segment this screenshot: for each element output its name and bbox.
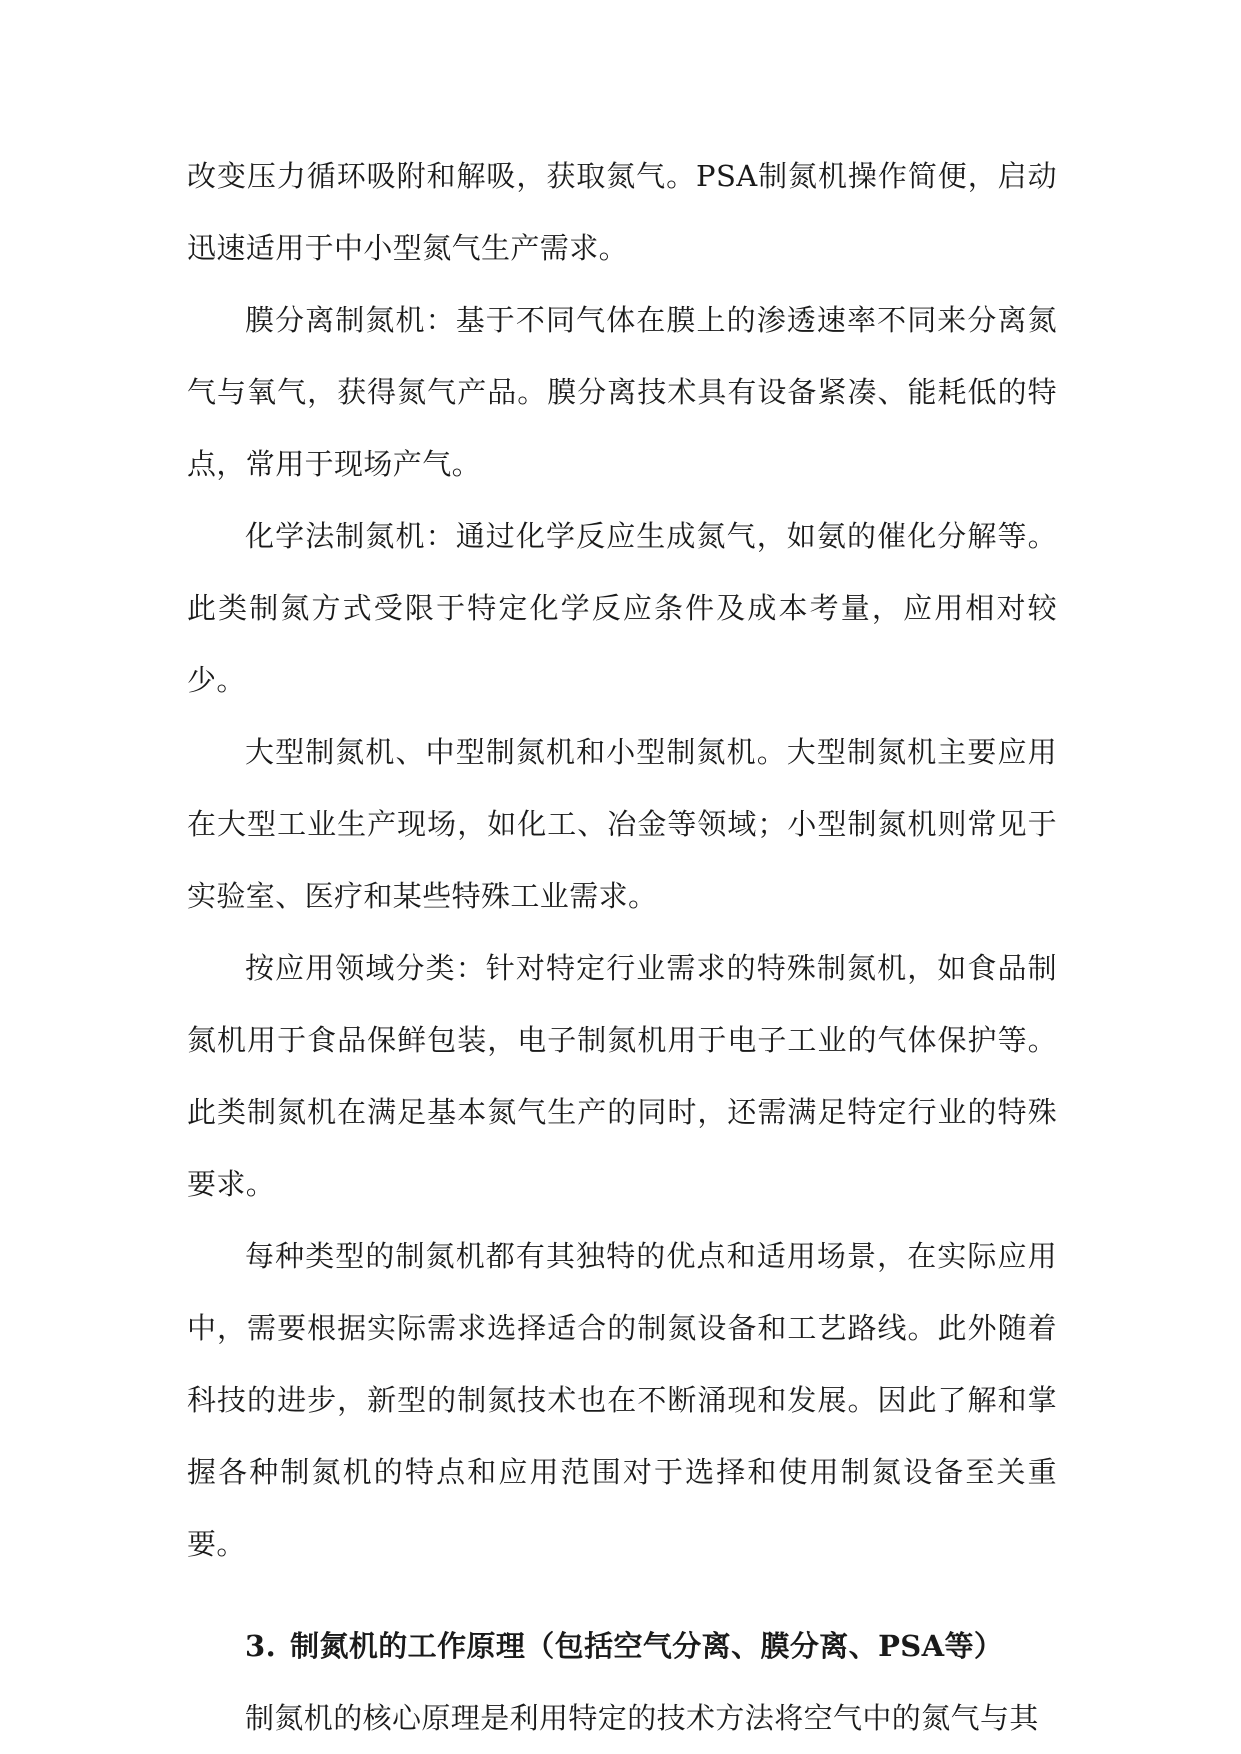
paragraph-application-classification: 按应用领域分类：针对特定行业需求的特殊制氮机，如食品制氮机用于食品保鲜包装，电子制氮机用于电子工业的气体保护等。此类制氮机在满足基本氮气生产的同时，还需满足特定行业的特殊要求。	[187, 951, 1057, 1201]
paragraph-summary: 每种类型的制氮机都有其独特的优点和适用场景，在实际应用中，需要根据实际需求选择适合的制氮设备和工艺路线。此外随着科技的进步，新型的制氮技术也在不断涌现和发展。因此了解和掌握各种制氮机的特点和应用范围对于选择和使用制氮设备至关重要。	[187, 1239, 1057, 1561]
document-body	[187, 140, 1057, 1754]
paragraph-size-classification: 大型制氮机、中型制氮机和小型制氮机。大型制氮机主要应用在大型工业生产现场，如化工、冶金等领域；小型制氮机则常见于实验室、医疗和某些特殊工业需求。	[187, 735, 1057, 913]
section-heading	[187, 1610, 1057, 1682]
paragraph-working-principle: 制氮机的核心原理是利用特定的技术方法将空气中的氮气与其	[245, 1701, 1039, 1735]
paragraph-psa-continuation: 改变压力循环吸附和解吸，获取氮气。PSA制氮机操作简便，启动迅速适用于中小型氮气生产需求。	[187, 159, 1057, 265]
section-title: 制氮机的工作原理（包括空气分离、膜分离、PSA等）	[290, 1629, 1004, 1663]
paragraph-membrane-nitrogen: 膜分离制氮机：基于不同气体在膜上的渗透速率不同来分离氮气与氧气，获得氮气产品。膜分离技术具有设备紧凑、能耗低的特点，常用于现场产气。	[187, 303, 1057, 481]
paragraph-chemical-nitrogen: 化学法制氮机：通过化学反应生成氮气，如氨的催化分解等。此类制氮方式受限于特定化学反应条件及成本考量，应用相对较少。	[187, 519, 1057, 697]
section-number: 3.	[245, 1629, 277, 1663]
